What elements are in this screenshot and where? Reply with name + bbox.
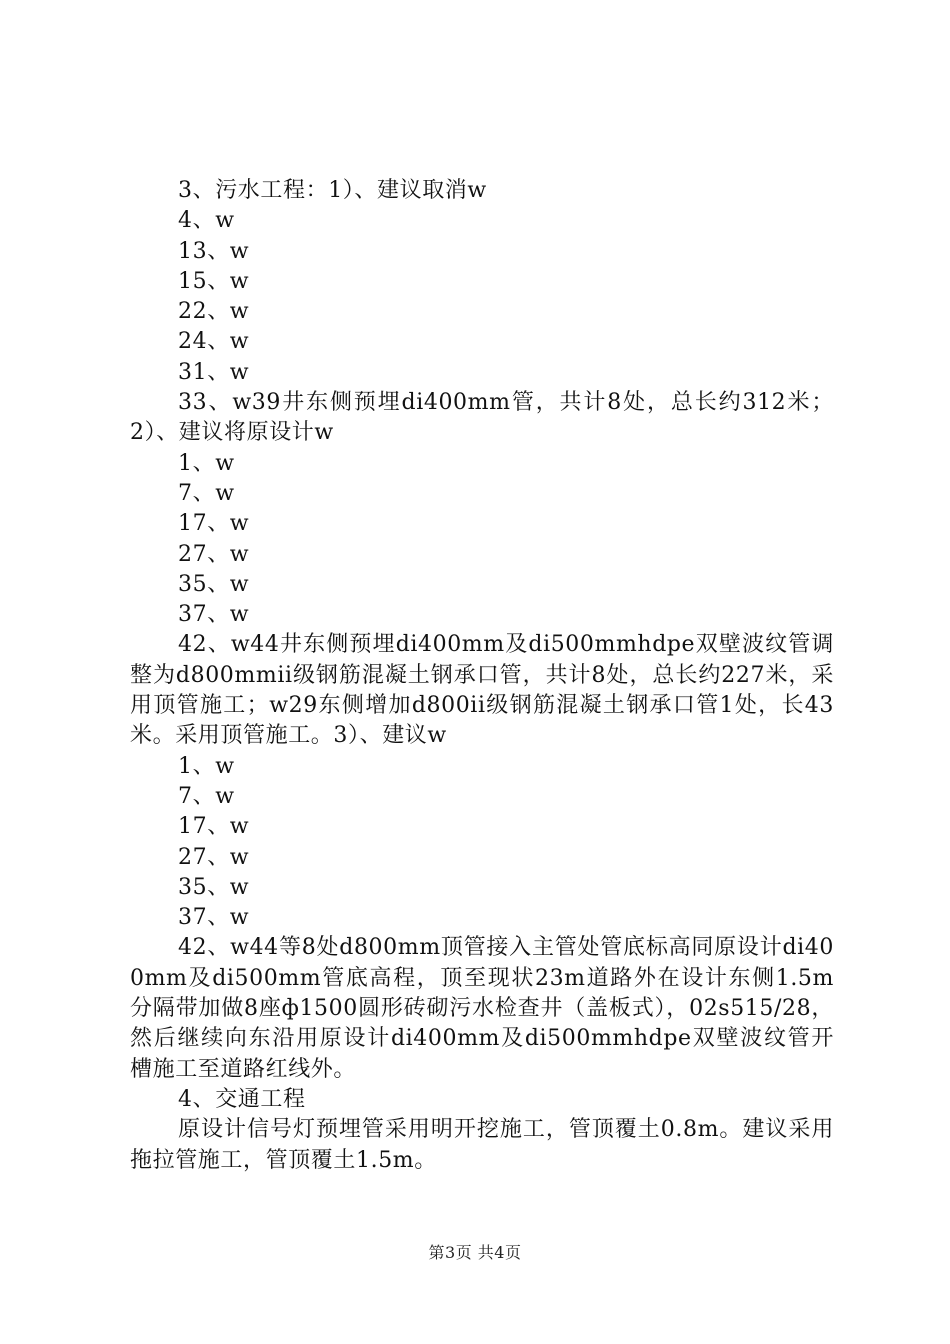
- page-footer: 第3页 共4页: [428, 1243, 522, 1262]
- paragraph-sewage-heading: 3、污水工程：1）、建议取消w: [178, 178, 487, 203]
- list-item: 37、w: [178, 602, 250, 628]
- list-item: 4、w: [178, 208, 235, 234]
- list-item: 27、w: [178, 844, 250, 870]
- list-item: 22、w: [178, 299, 250, 325]
- list-item: 17、w: [178, 814, 250, 840]
- list-item: 15、w: [178, 268, 250, 294]
- paragraph-signal-pipe: 原设计信号灯预埋管采用明开挖施工，管顶覆土0.8m。建议采用拖拉管施工，管顶覆土1.5m。: [130, 1117, 834, 1173]
- list-item: 7、w: [178, 783, 235, 809]
- list-item: 35、w: [178, 571, 250, 597]
- list-item: 1、w: [178, 450, 235, 476]
- paragraph-w44-jacking: 42、w44等8处d800mm顶管接入主管处管底标高同原设计di400mm及di500mm管底高程，顶至现状23m道路外在设计东侧1.5m分隔带加做8座ф1500圆形砖砌污水检查井（盖板式），02s515/28，然后继续向东沿用原设计di400mm及di500mmhdpe双壁波纹管开槽施工至道路红线外。: [130, 935, 834, 1082]
- list-item: 31、w: [178, 359, 250, 385]
- paragraph-w44-adjust: 42、w44井东侧预埋di400mm及di500mmhdpe双壁波纹管调整为d800mmii级钢筋混凝土钢承口管，共计8处，总长约227米，采用顶管施工；w29东侧增加d800ii级钢筋混凝土钢承口管1处，长43米。采用顶管施工。3）、建议w: [130, 632, 834, 749]
- list-item: 37、w: [178, 905, 250, 931]
- list-item: 1、w: [178, 753, 235, 779]
- list-item: 7、w: [178, 480, 235, 506]
- paragraph-w39: 33、w39井东侧预埋di400mm管，共计8处，总长约312米；2）、建议将原设计w: [130, 390, 834, 446]
- list-item: 13、w: [178, 238, 250, 264]
- list-item: 35、w: [178, 874, 250, 900]
- document-body: [130, 176, 834, 1176]
- section-heading-traffic: 4、交通工程: [178, 1086, 306, 1112]
- list-item: 24、w: [178, 329, 250, 355]
- list-item: 27、w: [178, 541, 250, 567]
- list-item: 17、w: [178, 511, 250, 537]
